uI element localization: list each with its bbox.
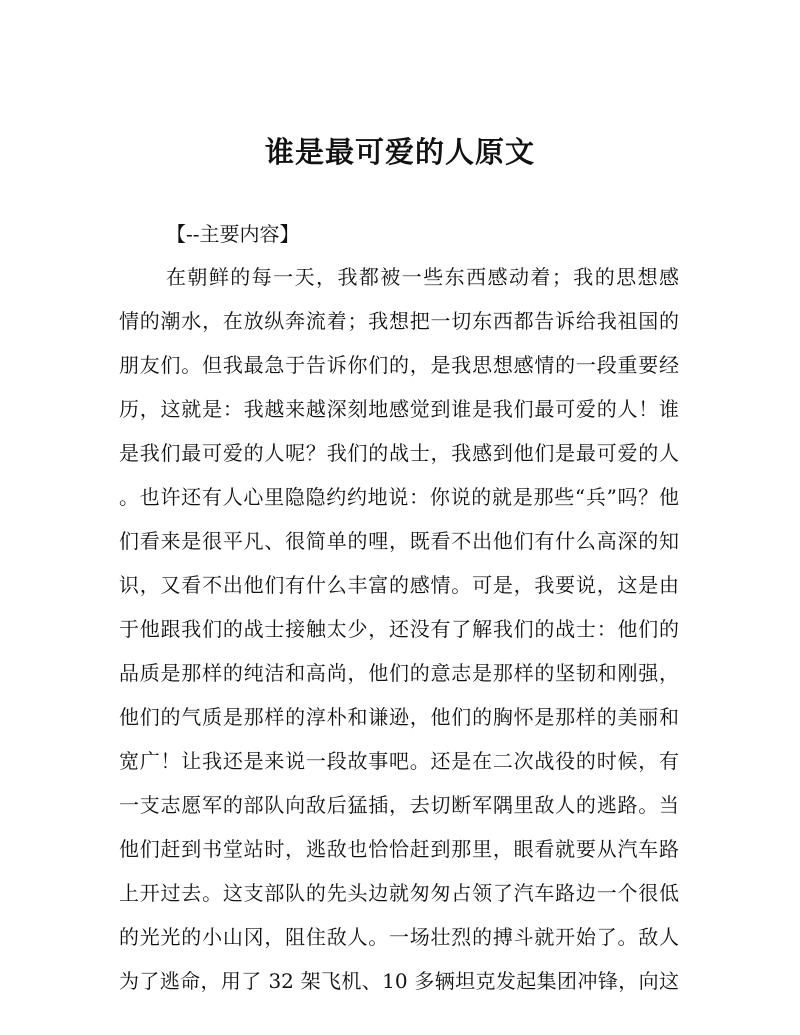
text-line: 在朝鲜的每一天，我都被一些东西感动着；我的思想感	[166, 265, 679, 289]
text-line: 。也许还有人心里隐隐约约地说：你说的就是那些“兵”吗？他	[119, 485, 679, 509]
text-line: 朋友们。但我最急于告诉你们的，是我思想感情的一段重要经	[119, 353, 679, 377]
text-line: 品质是那样的纯洁和高尚，他们的意志是那样的坚韧和刚强，	[119, 661, 679, 685]
text-line: 于他跟我们的战士接触太少，还没有了解我们的战士：他们的	[119, 617, 679, 641]
text-line: 一支志愿军的部队向敌后猛插，去切断军隅里敌人的逃路。当	[119, 793, 679, 817]
text-line: 识，又看不出他们有什么丰富的感情。可是，我要说，这是由	[119, 573, 679, 597]
text-line: 为了逃命，用了 32 架飞机、10 多辆坦克发起集团冲锋，向这	[119, 969, 679, 993]
document-title: 谁是最可爱的人原文	[264, 135, 535, 169]
text-line: 情的潮水，在放纵奔流着；我想把一切东西都告诉给我祖国的	[119, 309, 679, 333]
text-line: 的光光的小山冈，阻住敌人。一场壮烈的搏斗就开始了。敌人	[119, 925, 679, 949]
text-line: 是我们最可爱的人呢？我们的战士，我感到他们是最可爱的人	[119, 441, 679, 465]
section-label: 【--主要内容】	[166, 222, 300, 246]
text-line: 们看来是很平凡、很简单的哩，既看不出他们有什么高深的知	[119, 529, 679, 553]
text-line: 宽广！让我还是来说一段故事吧。还是在二次战役的时候，有	[119, 749, 679, 773]
text-line: 历，这就是：我越来越深刻地感觉到谁是我们最可爱的人！谁	[119, 397, 679, 421]
text-line: 上开过去。这支部队的先头边就匆匆占领了汽车路边一个很低	[119, 881, 679, 905]
text-line: 他们赶到书堂站时，逃敌也恰恰赶到那里，眼看就要从汽车路	[119, 837, 679, 861]
text-line: 他们的气质是那样的淳朴和谦逊，他们的胸怀是那样的美丽和	[119, 705, 679, 729]
